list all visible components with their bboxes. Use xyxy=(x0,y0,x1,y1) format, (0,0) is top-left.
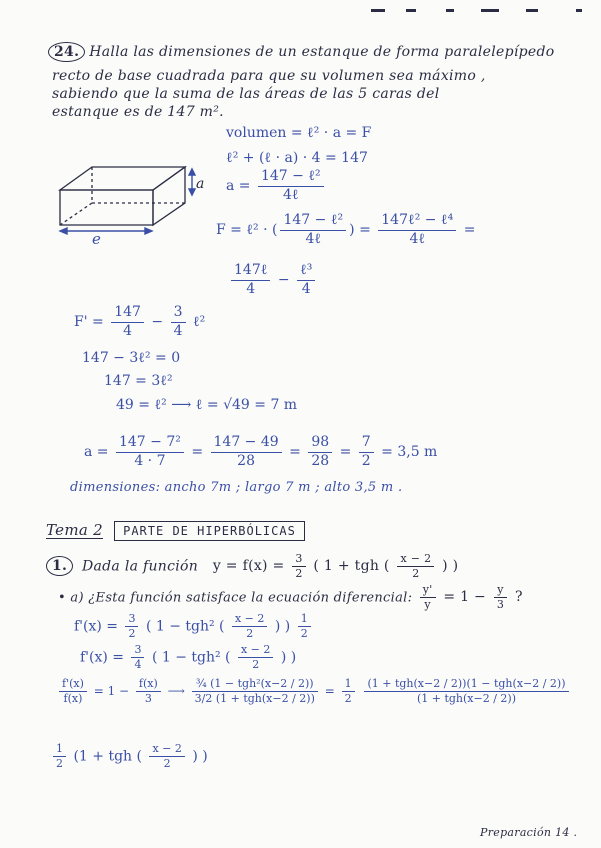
problem-24-line-3: sabiendo que la suma de las áreas de las 5 caras del xyxy=(52,86,440,102)
box-label-e: e xyxy=(92,230,102,248)
problem-24-line-2: recto de base cuadrada para que su volumen sea máximo , xyxy=(52,68,486,84)
eq-a-computation: a = $\frac{\text{147 − 7²}}{4 \cdot 7}$ = $\frac{147 - 49}{28}$ = $\frac{98}{28}$ = $\frac{7}{2}$ = 3,5 m xyxy=(84,434,438,469)
part-a-question: • a) ¿Esta función satisface la ecuación diferencial: $\frac{y'}{y}$ = 1 − $\frac{y}{3}$ ? xyxy=(58,583,523,611)
eq-step-2: 147 = 3ℓ² xyxy=(104,373,173,389)
footer-note: Preparación 14 . xyxy=(480,826,578,839)
eq-derivative: F' = $\frac{147}{4}$ − $\frac{3}{4}$ ℓ² xyxy=(74,304,206,339)
eq-F-formula: F = ℓ² · ( $\frac{\text{147 − ℓ²}}{\text{4ℓ}}$ ) = $\frac{\text{147ℓ² − ℓ⁴}}{\text{4ℓ}}$ = xyxy=(216,212,476,247)
eq-result: $\frac{1}{2}$ (1 + tgh ( $\frac{x - 2}{2}$ ) ) xyxy=(50,742,208,771)
box-diagram xyxy=(50,155,225,254)
tema-title: Tema 2 xyxy=(46,521,103,539)
statement-text: Halla las dimensiones de un estanque de forma paralelepípedo xyxy=(89,44,555,60)
problem-24-line-1 xyxy=(48,42,554,62)
problem-24-line-4: estanque es de 147 m². xyxy=(52,104,224,120)
tema-heading xyxy=(46,520,305,541)
eq-f-prime-1: f'(x) = $\frac{3}{2}$ ( 1 − tgh² ( $\frac{x - 2}{2}$ ) ) $\frac{1}{2}$ xyxy=(74,612,314,641)
eq-volumen: volumen = ℓ² · a = F xyxy=(226,125,372,141)
eq-f-prime-2: f'(x) = $\frac{3}{4}$ ( 1 − tgh² ( $\frac{x - 2}{2}$ ) ) xyxy=(80,643,297,671)
problem-number: 1. xyxy=(46,556,73,576)
eq-ratio: $\frac{f'(x)}{f(x)}$ = 1 − $\frac{f(x)}{3}$ ⟶ $\frac{\text{¾ (1 − tgh²(x−2 / 2))}}{\text{3/2 (1 + tgh(x−2 / 2))}}$ = $\frac{1}{2}$ $\frac{\text{(1 + tgh(x−2 / 2))(1 − tgh(x−2 / 2))}}{\text{(1 + tgh(x−2 / 2))}}$ xyxy=(56,677,572,706)
box-label-a: a xyxy=(196,176,205,192)
problem-1-header: 1. Dada la función y = f(x) = $\frac{3}{2}$ ( 1 + tgh ( $\frac{x - 2}{2}$ ) ) xyxy=(46,552,458,581)
eq-suma-areas: ℓ² + (ℓ · a) · 4 = 147 xyxy=(226,150,368,166)
eq-a-formula: a = $\frac{\text{147 − ℓ²}}{\text{4ℓ}}$ xyxy=(226,168,327,204)
top-edge-marks xyxy=(351,0,591,6)
tema-boxed-label: PARTE DE HIPERBÓLICAS xyxy=(114,521,305,541)
eq-step-3: 49 = ℓ² ⟶ ℓ = √49 = 7 m xyxy=(116,397,298,413)
eq-F-simplified: $\frac{\text{147ℓ}}{4}$ − $\frac{\text{ℓ³}}{4}$ xyxy=(228,262,318,298)
eq-step-1: 147 − 3ℓ² = 0 xyxy=(82,350,181,366)
problem-number: 24. xyxy=(48,42,85,62)
dimensiones-result: dimensiones: ancho 7m ; largo 7 m ; alto 3,5 m . xyxy=(70,480,403,495)
